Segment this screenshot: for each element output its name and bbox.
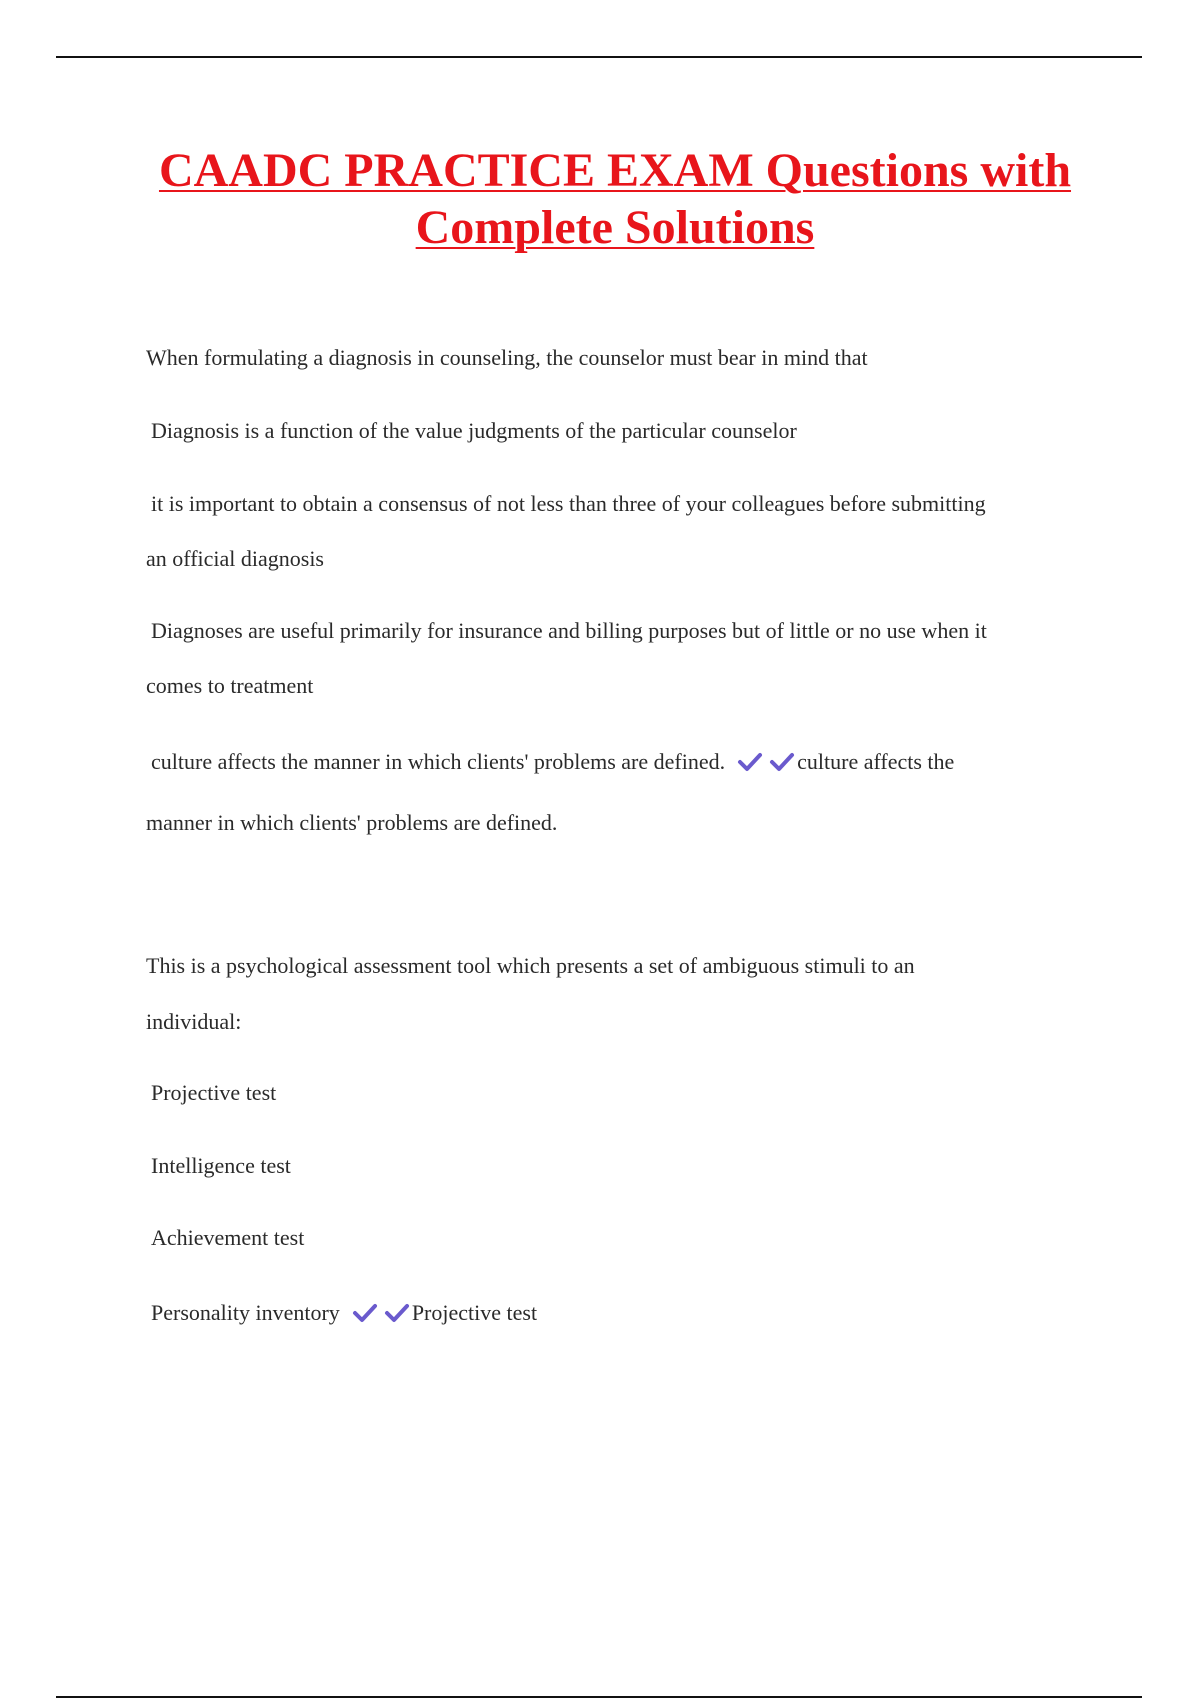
q2-option-a: Projective test <box>151 1080 277 1105</box>
q1-option-a: Diagnosis is a function of the value judgments of the particular counselor <box>151 418 797 443</box>
title-line-1: CAADC PRACTICE EXAM Questions with <box>158 144 1072 197</box>
q1-option-d-cont: manner in which clients' problems are defined. <box>146 810 558 835</box>
q1-option-d: culture affects the manner in which clients' problems are defined. <box>151 749 726 774</box>
check-icon <box>384 1303 410 1323</box>
question-2-text-cont: individual: <box>146 1009 242 1034</box>
question-1-text: When formulating a diagnosis in counseling, the counselor must bear in mind that <box>146 345 868 370</box>
check-icon <box>769 752 795 772</box>
q1-answer: culture affects the <box>797 749 955 774</box>
check-icon <box>352 1303 378 1323</box>
document-title <box>100 142 1130 256</box>
q1-option-c: Diagnoses are useful primarily for insurance and billing purposes but of little or no use when it <box>151 618 987 643</box>
footer-rule <box>56 1696 1142 1698</box>
q1-option-c-cont: comes to treatment <box>146 673 314 698</box>
q1-option-b: it is important to obtain a consensus of not less than three of your colleagues before submitting <box>151 491 986 516</box>
q2-answer: Projective test <box>411 1300 538 1325</box>
header-rule <box>56 56 1142 58</box>
q2-option-d-with-answer <box>151 1300 537 1326</box>
q2-option-b: Intelligence test <box>151 1153 291 1178</box>
title-line-2: Complete Solutions <box>415 201 815 254</box>
check-icon <box>737 752 763 772</box>
q1-option-b-cont: an official diagnosis <box>146 546 324 571</box>
q2-option-d: Personality inventory <box>151 1300 340 1325</box>
question-2-text: This is a psychological assessment tool which presents a set of ambiguous stimuli to an <box>146 953 915 978</box>
q2-option-c: Achievement test <box>151 1225 305 1250</box>
q1-option-d-with-answer <box>151 749 954 775</box>
